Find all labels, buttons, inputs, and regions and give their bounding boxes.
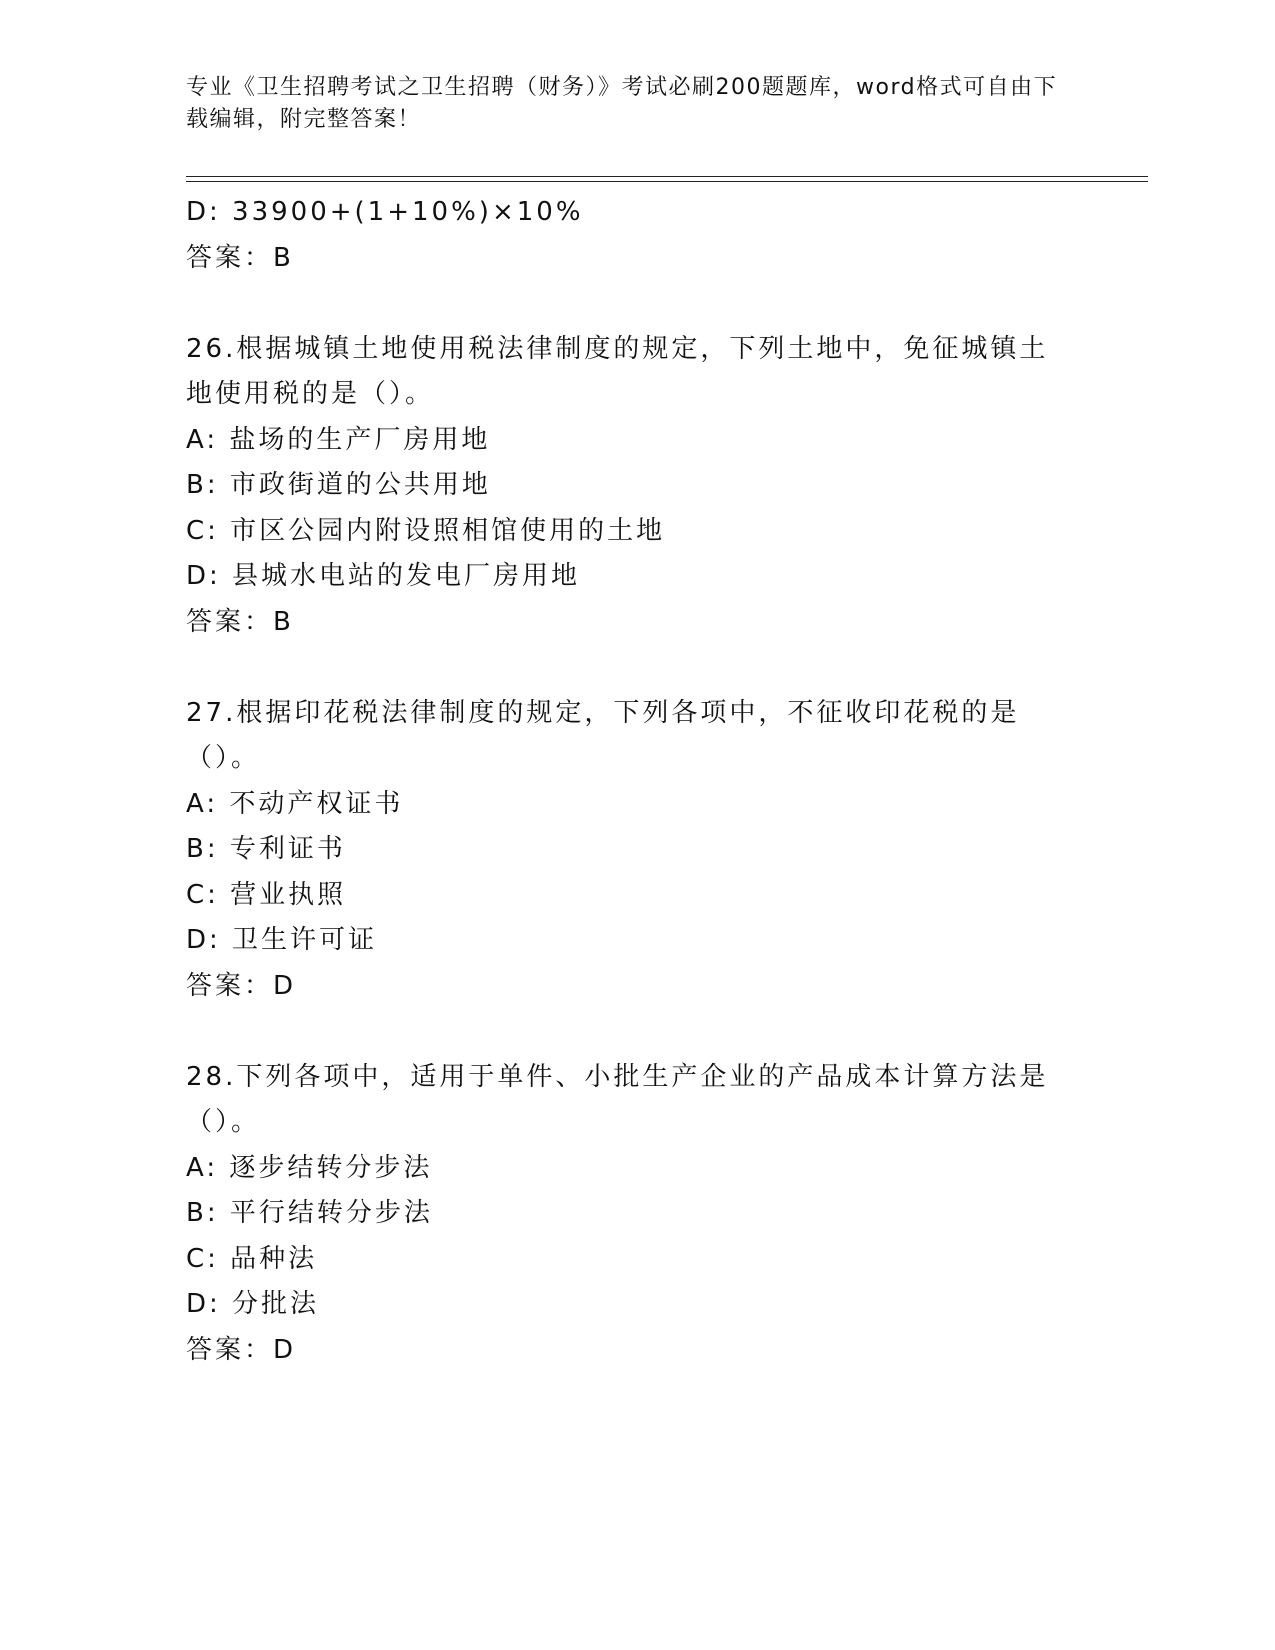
answer-line: 答案：D (186, 970, 297, 1001)
header-rule-top (186, 176, 1148, 177)
question-26 (186, 327, 1066, 646)
option-a: A: 逐步结转分步法 (186, 1152, 433, 1183)
question-stem: 26.根据城镇土地使用税法律制度的规定，下列土地中，免征城镇土地使用税的是（）。 (186, 333, 1049, 409)
question-28 (186, 1055, 1066, 1374)
page-header: 专业《卫生招聘考试之卫生招聘（财务）》考试必刷200题题库，word格式可自由下载编辑，附完整答案！ (186, 75, 1058, 132)
question-stem: 28.下列各项中，适用于单件、小批生产企业的产品成本计算方法是（）。 (186, 1061, 1049, 1137)
option-c: C: 营业执照 (186, 879, 347, 910)
question-content (186, 190, 1066, 1373)
prev-question-tail (186, 190, 1066, 281)
spacer (186, 645, 1066, 691)
answer-line: 答案：B (186, 606, 294, 637)
option-b: B: 专利证书 (186, 834, 346, 864)
question-27 (186, 691, 1066, 1010)
option-c: C: 品种法 (186, 1243, 318, 1274)
option-a: A: 不动产权证书 (186, 788, 404, 819)
option-a: A: 盐场的生产厂房用地 (186, 424, 491, 455)
answer-line: 答案：B (186, 242, 294, 273)
spacer (186, 1009, 1066, 1055)
answer-line: 答案：D (186, 1334, 297, 1365)
header-rule-bottom (186, 181, 1148, 182)
spacer (186, 281, 1066, 327)
option-d: D: 县城水电站的发电厂房用地 (186, 561, 581, 591)
option-d: D: 卫生许可证 (186, 925, 378, 955)
option-c: C: 市区公园内附设照相馆使用的土地 (186, 515, 666, 546)
option-d: D: 分批法 (186, 1289, 320, 1319)
question-stem: 27.根据印花税法律制度的规定，下列各项中，不征收印花税的是（）。 (186, 697, 1020, 773)
option-b: B: 平行结转分步法 (186, 1198, 433, 1228)
option-d: D: 33900+(1+10%)×10% (186, 197, 584, 227)
option-b: B: 市政街道的公共用地 (186, 470, 491, 500)
